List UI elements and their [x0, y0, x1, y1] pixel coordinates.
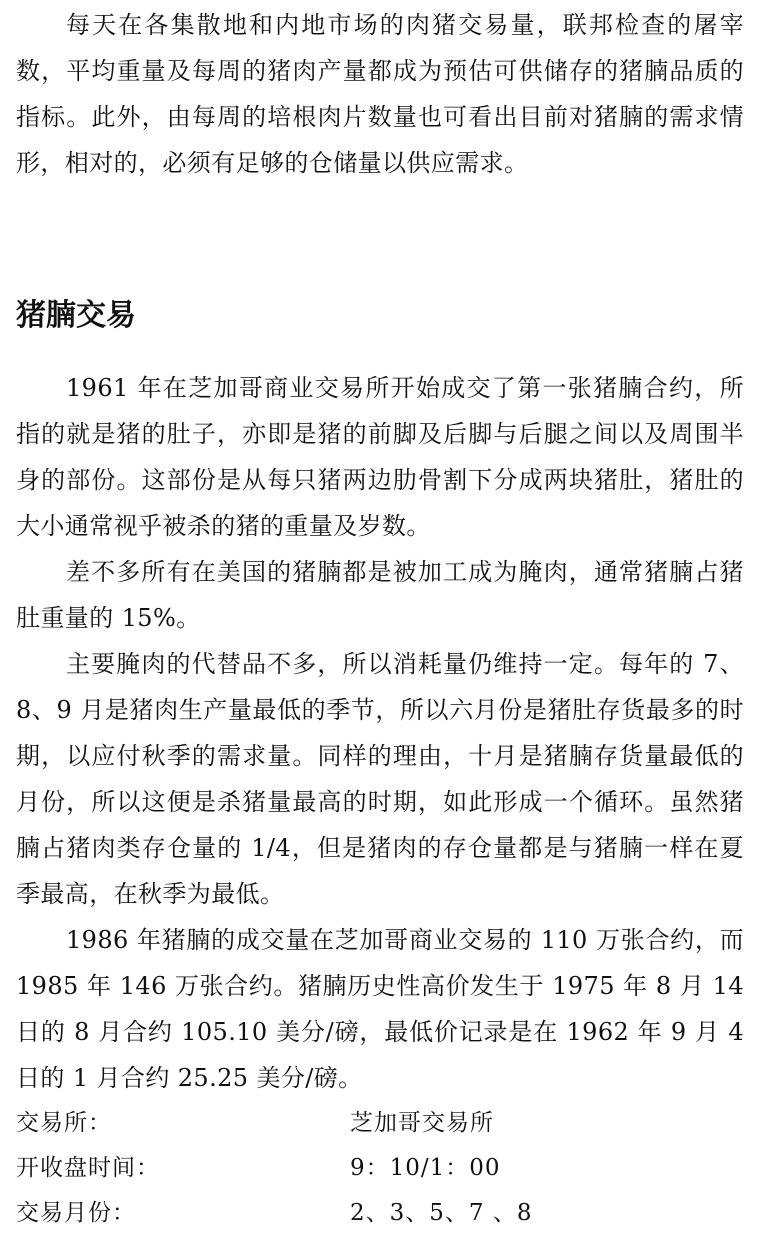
section-paragraph-2: 差不多所有在美国的猪腩都是被加工成为腌肉，通常猪腩占猪肚重量的 15%。 — [16, 558, 744, 632]
section-paragraph-1: 1961 年在芝加哥商业交易所开始成交了第一张猪腩合约，所指的就是猪的肚子，亦即是猪的前脚及后脚与后腿之间以及周围半身的部份。这部份是从每只猪两边肋骨割下分成两块猪肚，猪肚的大小通常视乎被杀的猪的重量及岁数。 — [16, 374, 744, 540]
contract-info-table — [16, 1101, 744, 1236]
info-value: 9：10/1：00 — [350, 1155, 501, 1181]
info-label: 交易所： — [16, 1110, 112, 1136]
info-label: 交易月份： — [16, 1200, 136, 1226]
info-row-exchange — [16, 1101, 744, 1146]
intro-paragraph: 每天在各集散地和内地市场的肉猪交易量，联邦检查的屠宰数，平均重量及每周的猪肉产量都成为预估可供储存的猪腩品质的指标。此外，由每周的培根肉片数量也可看出目前对猪腩的需求情形，相对的，必须有足够的仓储量以供应需求。 — [16, 11, 744, 177]
info-value: 2、3、5、7 、8 — [350, 1200, 533, 1226]
section-heading: 猪腩交易 — [16, 298, 136, 333]
section-paragraph-3: 主要腌肉的代替品不多，所以消耗量仍维持一定。每年的 7、8、9 月是猪肉生产量最低的季节，所以六月份是猪肚存货最多的时期，以应付秋季的需求量。同样的理由，十月是猪腩存货量最低的月份，所以这便是杀猪量最高的时期，如此形成一个循环。虽然猪腩占猪肉类存仓量的 1/4，但是猪肉的存仓量都是与猪腩一样在夏季最高，在秋季为最低。 — [16, 650, 744, 908]
section-paragraph-4: 1986 年猪腩的成交量在芝加哥商业交易的 110 万张合约，而 1985 年 146 万张合约。猪腩历史性高价发生于 1975 年 8 月 14 日的 8 月合约 105.10 美分/磅，最低价记录是在 1962 年 9 月 4 日的 1 月合约 25.25 美分/磅。 — [16, 926, 744, 1092]
info-label: 开收盘时间： — [16, 1155, 160, 1181]
info-row-trading-months — [16, 1191, 744, 1236]
info-value: 芝加哥交易所 — [350, 1110, 494, 1136]
info-row-trading-hours — [16, 1146, 744, 1191]
